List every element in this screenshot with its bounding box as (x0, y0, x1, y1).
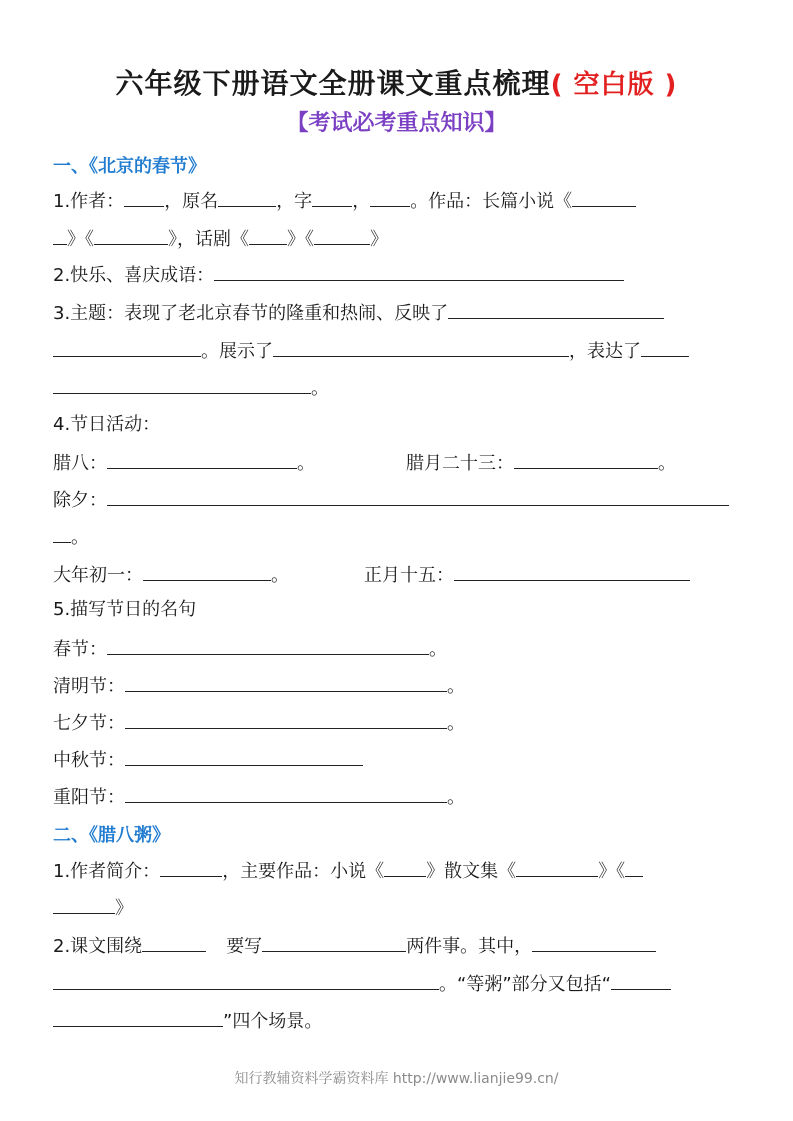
s1-q5-item (53, 636, 447, 662)
s1-q1-text-c: ，字 (276, 191, 313, 212)
s2-q2-text-a: 2.课文围绕 (53, 936, 143, 957)
s1-q3-line2 (53, 338, 689, 364)
fill-blank[interactable] (572, 188, 636, 207)
fill-blank[interactable] (53, 226, 67, 245)
s2-q2-line2 (53, 971, 671, 997)
s1-q4-layue-line (406, 450, 676, 476)
s1-q5-item (53, 710, 465, 736)
s2-q2-line1 (53, 933, 656, 959)
s2-q1-text-c: 》散文集《 (426, 861, 517, 882)
chuyi-label: 大年初一： (53, 565, 143, 586)
fill-blank[interactable] (53, 971, 439, 990)
fill-blank[interactable] (142, 933, 206, 952)
s1-q3-line3 (53, 375, 329, 401)
footer-watermark: 知行教辅资料学霸资料库 http://www.lianjie99.cn/ (234, 1071, 559, 1087)
s1-q3-line1 (53, 300, 664, 326)
item-label: 中秋节： (53, 750, 125, 771)
s2-q2-text-c: 两件事。其中， (406, 936, 533, 957)
fill-blank[interactable] (611, 971, 671, 990)
s1-q1-text-f: 》《 (67, 229, 94, 250)
item-label: 七夕节： (53, 713, 125, 734)
layue-label: 腊月二十三： (406, 453, 514, 474)
s1-q1-text-h: 》《 (287, 229, 314, 250)
fill-blank[interactable] (448, 300, 664, 319)
fill-blank[interactable] (107, 636, 429, 655)
s1-q4-chuxi-line2 (53, 524, 89, 550)
s1-q1-text-d: ， (352, 191, 371, 212)
chuyi-end: 。 (271, 565, 289, 586)
s2-q1-text-a: 1.作者简介： (53, 861, 161, 882)
s1-q1-text-b: ，原名 (164, 191, 219, 212)
fill-blank[interactable] (214, 262, 624, 281)
item-label: 重阳节： (53, 787, 125, 808)
s1-q1-text-i: 》 (370, 229, 388, 250)
fill-blank[interactable] (124, 188, 164, 207)
fill-blank[interactable] (532, 933, 656, 952)
fill-blank[interactable] (53, 375, 311, 394)
fill-blank[interactable] (125, 784, 447, 803)
fill-blank[interactable] (312, 188, 352, 207)
fill-blank[interactable] (384, 858, 426, 877)
s2-q1-text-b: ，主要作品：小说《 (222, 861, 385, 882)
s1-q3-text-a: 3.主题：表现了老北京春节的隆重和热闹、反映了 (53, 303, 449, 324)
s1-q4-chuyi-line (53, 562, 289, 588)
s2-q1-text-d: 》《 (598, 861, 626, 882)
fill-blank[interactable] (53, 895, 115, 914)
s1-q1-line2 (53, 226, 388, 252)
fill-blank[interactable] (218, 188, 276, 207)
fill-blank[interactable] (107, 487, 729, 506)
fill-blank[interactable] (370, 188, 410, 207)
chuxi-label: 除夕： (53, 490, 107, 511)
title-text: 六年级下册语文全册课文重点梳理 (115, 67, 551, 100)
fill-blank[interactable] (641, 338, 689, 357)
s1-q5-item (53, 673, 465, 699)
s1-q4-chuxi-line (53, 487, 729, 513)
item-end: 。 (447, 713, 465, 734)
title-tag: ( 空白版 ) (550, 70, 678, 100)
fill-blank[interactable] (273, 338, 569, 357)
s1-q5-item (53, 784, 465, 810)
item-end: 。 (447, 676, 465, 697)
s1-q1-text-a: 1.作者： (53, 191, 125, 212)
s1-q5-heading: 5.描写节日的名句 (53, 599, 197, 620)
fill-blank[interactable] (125, 673, 447, 692)
s1-q4-heading: 4.节日活动： (53, 414, 161, 435)
section-heading-2: 二、《腊八粥》 (53, 825, 170, 846)
fill-blank[interactable] (53, 524, 71, 543)
s1-q4-shiwu-line (364, 562, 690, 588)
s1-q5-item (53, 747, 363, 773)
s1-q2-line (53, 262, 624, 288)
s1-q1-text-g: 》，话剧《 (168, 229, 249, 250)
fill-blank[interactable] (625, 858, 643, 877)
laba-end: 。 (297, 453, 315, 474)
page-subtitle: 【考试必考重点知识】 (286, 111, 507, 136)
fill-blank[interactable] (249, 226, 287, 245)
fill-blank[interactable] (125, 710, 447, 729)
layue-end: 。 (658, 453, 676, 474)
s2-q1-line1 (53, 858, 643, 884)
s1-q3-text-d: 。 (311, 378, 329, 399)
s1-q4-laba-line (53, 450, 315, 476)
chuxi-end: 。 (71, 527, 89, 548)
fill-blank[interactable] (262, 933, 406, 952)
item-label: 清明节： (53, 676, 125, 697)
s2-q2-text-d: 。“等粥”部分又包括“ (439, 974, 611, 995)
item-end: 。 (447, 787, 465, 808)
laba-label: 腊八： (53, 453, 107, 474)
section-heading-1: 一、《北京的春节》 (53, 156, 206, 177)
fill-blank[interactable] (314, 226, 370, 245)
shiwu-label: 正月十五： (364, 565, 454, 586)
page-title (0, 62, 793, 102)
fill-blank[interactable] (125, 747, 363, 766)
s2-q2-line3 (53, 1008, 322, 1034)
s1-q3-text-b: 。展示了 (201, 341, 273, 362)
s2-q1-text-e: 》 (115, 898, 133, 919)
fill-blank[interactable] (53, 1008, 223, 1027)
s1-q2-text: 2.快乐、喜庆成语： (53, 265, 215, 286)
s2-q2-text-e: ”四个场景。 (223, 1011, 323, 1032)
fill-blank[interactable] (516, 858, 598, 877)
fill-blank[interactable] (454, 562, 690, 581)
s1-q3-text-c: ，表达了 (569, 341, 641, 362)
fill-blank[interactable] (514, 450, 658, 469)
item-end: 。 (429, 639, 447, 660)
fill-blank[interactable] (94, 226, 168, 245)
s1-q1-line1 (53, 188, 636, 214)
s2-q2-text-b: 要写 (226, 936, 263, 957)
fill-blank[interactable] (160, 858, 222, 877)
fill-blank[interactable] (53, 338, 201, 357)
fill-blank[interactable] (143, 562, 271, 581)
item-label: 春节： (53, 639, 107, 660)
fill-blank[interactable] (107, 450, 297, 469)
s1-q1-text-e: 。作品：长篇小说《 (410, 191, 573, 212)
s2-q1-line2 (53, 895, 133, 921)
